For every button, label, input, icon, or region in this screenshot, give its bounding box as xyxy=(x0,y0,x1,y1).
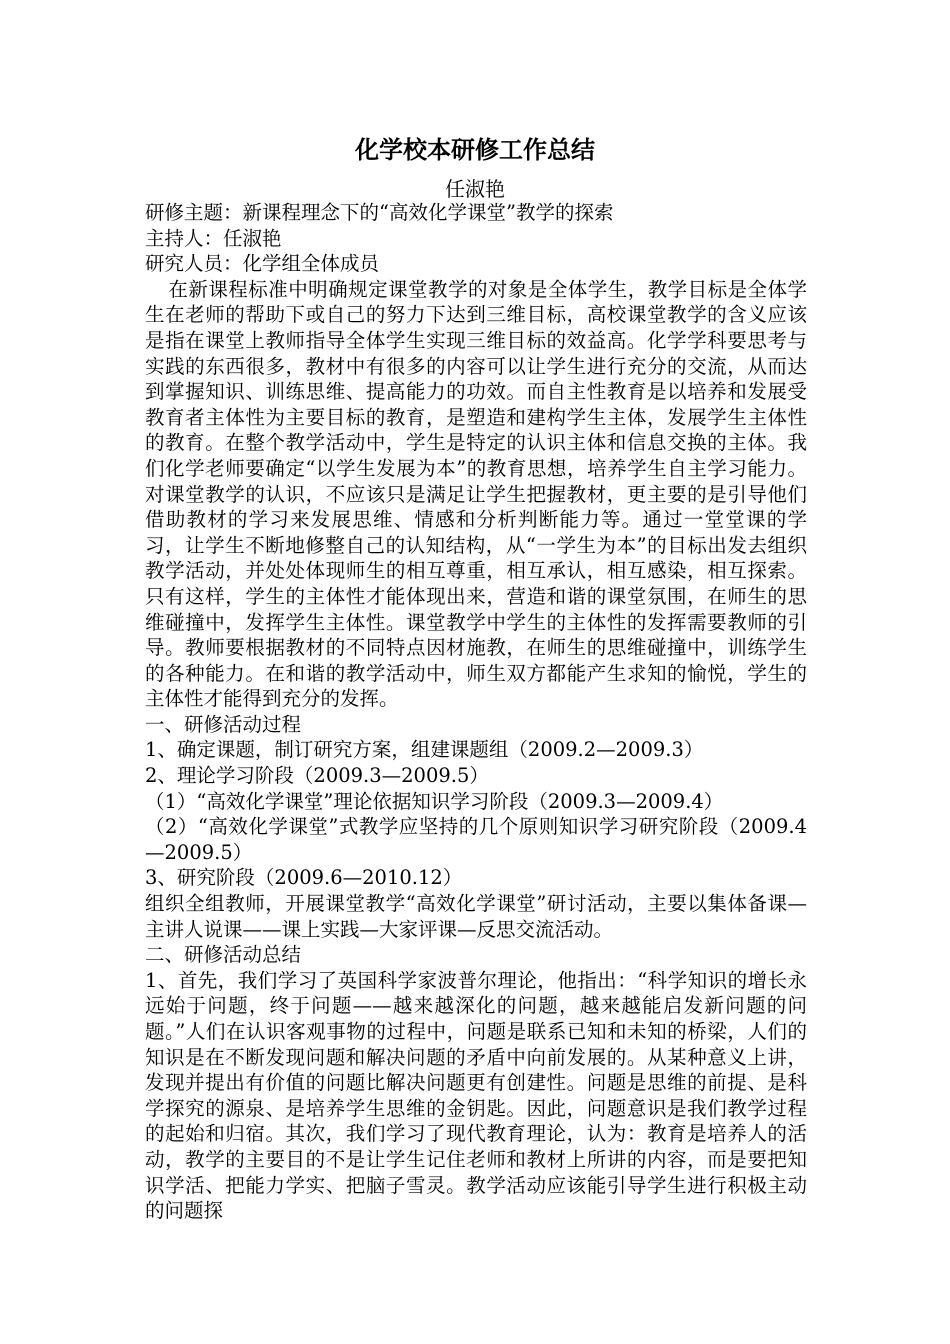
process-item-2-sub-2: （2）“高效化学课堂”式教学应坚持的几个原则知识学习研究阶段（2009.4—2009.5） xyxy=(145,815,807,864)
intro-paragraph: 在新课程标准中明确规定课堂教学的对象是全体学生，教学目标是全体学生在老师的帮助下或自己的努力下达到三维目标，高校课堂教学的含义应该是指在课堂上教师指导全体学生实现三维目标的效益高。化学学科要思考与实践的东西很多，教材中有很多的内容可以让学生进行充分的交流，从而达到掌握知识、训练思维、提高能力的功效。而自主性教育是以培养和发展受教育者主体性为主要目标的教育，是塑造和建构学生主体，发展学生主体性的教育。在整个教学活动中，学生是特定的认识主体和信息交换的主体。我们化学老师要确定“以学生发展为本”的教育思想，培养学生自主学习能力。对课堂教学的认识，不应该只是满足让学生把握教材，更主要的是引导他们借助教材的学习来发展思维、情感和分析判断能力等。通过一堂堂课的学习，让学生不断地修整自己的认知结构，从“一学生为本”的目标出发去组织教学活动，并处处体现师生的相互尊重，相互承认，相互感染，相互探索。只有这样，学生的主体性才能体现出来，营造和谐的课堂氛围，在师生的思维碰撞中，发挥学生主体性。课堂教学中学生的主体性的发挥需要教师的引导。教师要根据教材的不同特点因材施教，在师生的思维碰撞中，训练学生的各种能力。在和谐的教学活动中，师生双方都能产生求知的愉悦，学生的主体性才能得到充分的发挥。 xyxy=(145,277,807,711)
theme-line: 研修主题：新课程理念下的“高效化学课堂”教学的探索 xyxy=(145,201,614,224)
section2-heading: 二、研修活动总结 xyxy=(145,943,302,967)
members-line: 研究人员：化学组全体成员 xyxy=(145,252,380,276)
host-line: 主持人：任淑艳 xyxy=(145,226,282,250)
process-item-2-sub-1: （1）“高效化学课堂”理论依据知识学习阶段（2009.3—2009.4） xyxy=(145,789,724,813)
document-author: 任淑艳 xyxy=(445,177,505,201)
summary-paragraph: 1、首先，我们学习了英国科学家波普尔理论，他指出：“科学知识的增长永远始于问题，终于问题——越来越深化的问题，越来越能启发新问题的问题。”人们在认识客观事物的过程中，问题是联系已知和未知的桥梁，人们的知识是在不断发现问题和解决问题的矛盾中向前发展的。从某种意义上讲，发现并提出有价值的问题比解决问题更有创建性。问题是思维的前提、是科学探究的源泉、是培养学生思维的金钥匙。因此，问题意识是我们教学过程的起始和归宿。其次，我们学习了现代教育理论，认为：教育是培养人的活动，教学的主要目的不是让学生记住老师和教材上所讲的内容，而是要把知识学活、把能力学实、把脑子雪灵。教学活动应该能引导学生进行积极主动的问题探 xyxy=(145,968,807,1223)
process-item-3: 3、研究阶段（2009.6—2010.12） xyxy=(145,866,463,890)
process-item-2: 2、理论学习阶段（2009.3—2009.5） xyxy=(145,764,489,788)
process-item-3-desc: 组织全组教师，开展课堂教学“高效化学课堂”研讨活动，主要以集体备课—主讲人说课——课上实践—大家评课—反思交流活动。 xyxy=(145,892,807,941)
document-title: 化学校本研修工作总结 xyxy=(355,136,595,164)
document-body xyxy=(145,200,807,1224)
section1-heading: 一、研修活动过程 xyxy=(145,712,302,736)
process-item-1: 1、确定课题，制订研究方案，组建课题组（2009.2—2009.3） xyxy=(145,738,704,762)
